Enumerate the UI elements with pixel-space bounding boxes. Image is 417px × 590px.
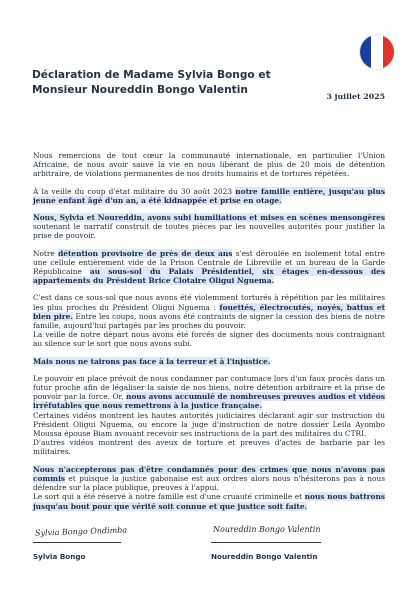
french-flag-icon [360,35,394,69]
signature-sylvia-image [33,512,143,542]
paragraph-8 [33,465,385,511]
signature-noureddin-scribble: Noureddin Bongo Valentin [213,525,321,534]
signature-line-right [211,542,321,543]
paragraph-7 [33,374,385,457]
paragraph-1 [33,151,385,179]
title-line-2: Monsieur Noureddin Bongo Valentin [32,84,248,96]
p7-highlight: nous avons accumulé de nombreuses preuves audios et vidéos irréfutables que nous remettrons à la justice française. [33,392,385,411]
paragraph-6 [33,357,385,366]
signature-name-right: Noureddin Bongo Valentin [211,552,318,561]
p4-highlight-2: au sous-sol du Palais Présidentiel, six étages en-dessous des appartements du Président Brice Clotaire Oligui Nguema. [33,267,385,286]
paragraph-2 [33,187,385,205]
p8-highlight-2: nous nous battrons jusqu'au bout pour que vérité soit connue et que justice soit faite. [33,492,385,511]
signature-block-noureddin [211,512,361,561]
p3-text: soutenant le narratif construit de toutes pièces par les nouvelles autorités pour justifier la prise de pouvoir. [33,222,385,241]
p5-highlight: fouettés, électrocutés, noyés, battus et bien pire. [33,302,385,321]
p4-highlight-1: détention provisoire de près de deux ans [58,248,233,258]
signature-line-left [33,542,121,543]
paragraph-5 [33,293,385,348]
flag-red-band [383,35,394,69]
p7-text-a: Le pouvoir en place prévoit de nous condamner par contumace lors d'un faux procès dans un futur proche afin de légaliser la saisie de nos biens, notre détention arbitraire et la prise de pouvoir par la force. Or, [33,373,385,402]
flag-blue-band [360,35,371,69]
title-line-1: Déclaration de Madame Sylvia Bongo et [32,69,271,81]
p2-highlight: notre famille entière, jusqu'au plus jeune enfant âgé d'un an, a été kidnappée et prise en otage. [33,186,385,205]
signature-sylvia-scribble: Sylvia Bongo Ondimba [34,525,128,538]
p4-text-b: s'est déroulée en isolement total entre une cellule entièrement vide de la Prison Centrale de Libreville et un bureau de la Garde Républicaine [33,248,385,277]
paragraph-3 [33,213,385,241]
signature-name-left: Sylvia Bongo [33,552,86,561]
p7-text-b: Certaines vidéos montrent les hautes autorités judiciaires déclarant agir sur instruction du Président Oligui Nguema, ou encore la juge d'instruction de notre dossier Leila Ayombo Moussa épouse Biam avouant recevoir ses instructions de la part des militaires du CTRI. [33,410,385,439]
document-title [32,68,332,98]
signature-block-sylvia [33,512,153,561]
flag-white-band [371,35,382,69]
p5-text-a: C'est dans ce sous-sol que nous avons été violemment torturés à répétition par les militaires les plus proches du Président Oligui Nguema : [33,293,385,312]
p8-highlight: Nous n'accepterons pas d'être condamnés pour des crimes que nous n'avons pas commis [33,464,385,483]
paragraph-4 [33,249,385,286]
p5-text-c: La veille de notre départ nous avons été forcés de signer des documents nous contraignant au silence sur le sort que nous avons subi. [33,330,385,349]
p7-text-c: D'autres vidéos montrent des aveux de torture et preuves d'actes de barbarie par les militaires. [33,438,385,457]
p1-text: Nous remercions de tout cœur la communauté internationale, en particulier l'Union Africaine, de nous avoir sauvé la vie en nous libérant de plus de 20 mois de détention arbitraire, de violations permanentes de nos droits humains et de tortures répétées. [33,151,385,179]
p5-text-b: Entre les coups, nous avons été contraints de signer la cession des biens de notre famille, aujourd'hui partagés par les proches du pouvoir. [33,311,385,331]
document-date: 3 juillet 2025 [326,92,385,101]
signature-noureddin-image [211,512,361,542]
p8-text-b: et puisque la justice gabonaise est aux ordres alors nous n'hésiterons pas à nous défendre sur la place publique, preuves à l'appui. [33,473,385,493]
p4-text-a: Notre [33,248,59,258]
document-body [33,151,385,519]
p3-highlight: Nous, Sylvia et Noureddin, avons subi humiliations et mises en scènes mensongères [33,213,385,223]
p6-highlight: Mais nous ne tairons pas face à la terreur et à l'injustice. [33,356,271,366]
p2-text: À la veille du coup d'état militaire du 30 août 2023 [33,186,236,196]
p8-text-c: Le sort qui a été réservé à notre famille est d'une cruauté criminelle et [33,492,305,502]
